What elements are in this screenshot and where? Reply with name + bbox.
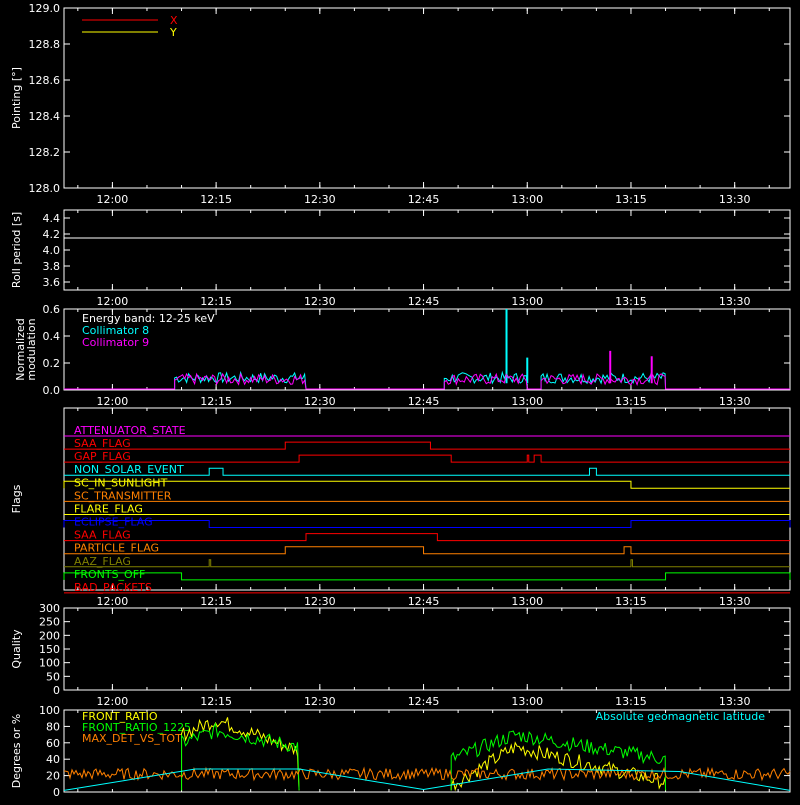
- roll-y-tick-label: 3.6: [42, 276, 60, 289]
- modulation-y-tick-label: 0.6: [42, 303, 60, 316]
- flag-label: SC_IN_SUNLIGHT: [74, 476, 168, 490]
- pointing-y-tick-label: 129.0: [28, 2, 60, 15]
- ratios-y-axis-label: Degrees or %: [10, 713, 23, 789]
- quality-x-tick-label: 13:15: [615, 695, 647, 708]
- flag-label: FLARE_FLAG: [74, 502, 143, 516]
- modulation-y-tick-label: 0.4: [42, 330, 60, 343]
- roll-y-tick-label: 4.0: [42, 244, 60, 257]
- quality-y-tick-label: 300: [39, 602, 60, 615]
- roll-y-tick-label: 4.2: [42, 228, 60, 241]
- flag-label: AAZ_FLAG: [74, 554, 131, 568]
- modulation-x-tick-label: 13:30: [718, 395, 751, 408]
- pointing-x-tick-label: 13:00: [511, 193, 544, 206]
- quality-x-tick-label: 12:00: [96, 695, 129, 708]
- modulation-x-tick-label: 13:15: [615, 395, 647, 408]
- flags-panel: [10, 408, 790, 608]
- modulation-y-tick-label: 0.2: [42, 357, 60, 370]
- modulation-x-tick-label: 12:00: [96, 395, 129, 408]
- roll-frame: [64, 210, 790, 290]
- modulation-y-axis-label: Normalized: [14, 318, 27, 381]
- flag-line: [64, 442, 790, 449]
- pointing-y-tick-label: 128.6: [28, 74, 60, 87]
- pointing-x-tick-label: 13:15: [615, 193, 647, 206]
- roll-y-tick-label: 4.4: [42, 212, 60, 225]
- quality-y-tick-label: 100: [39, 656, 60, 670]
- ratios-panel: [10, 704, 790, 799]
- collimator-legend-9: Collimator 9: [82, 336, 150, 349]
- modulation-y-axis-label: modulation: [25, 318, 38, 381]
- modulation-x-tick-label: 12:15: [200, 395, 232, 408]
- front-ratio-line: [451, 743, 665, 791]
- flag-line: [64, 521, 790, 528]
- collimator-series: [64, 373, 790, 389]
- modulation-panel: [14, 303, 790, 408]
- pointing-x-tick-label: 12:00: [96, 193, 129, 206]
- pointing-y-axis-label: Pointing [°]: [10, 67, 23, 129]
- modulation-x-tick-label: 13:00: [511, 395, 544, 408]
- flag-label: SAA_FLAG: [74, 528, 131, 542]
- flag-line: [64, 560, 790, 567]
- ratios-y-tick-label: 0: [53, 786, 60, 799]
- flags-x-tick-label: 12:30: [303, 595, 336, 608]
- quality-x-tick-label: 12:15: [200, 695, 232, 708]
- flag-line: [64, 534, 790, 541]
- flags-x-tick-label: 12:00: [96, 595, 129, 608]
- quality-y-tick-label: 0: [53, 684, 60, 697]
- flag-line: [64, 481, 790, 488]
- pointing-panel: [10, 2, 790, 206]
- roll-y-axis-label: Roll period [s]: [10, 211, 23, 289]
- quality-x-tick-label: 12:30: [303, 695, 336, 708]
- quality-x-tick-label: 12:45: [407, 695, 440, 708]
- flag-label: GAP_FLAG: [74, 450, 131, 464]
- flag-line: [64, 573, 790, 580]
- flag-label: BAD_PACKETS: [74, 580, 152, 594]
- quality-y-axis-label: Quality: [10, 629, 23, 669]
- pointing-y-tick-label: 128.8: [28, 38, 60, 51]
- roll-x-tick-label: 13:15: [615, 295, 647, 308]
- modulation-x-tick-label: 12:30: [303, 395, 336, 408]
- max-det-vs-tot-line: [64, 768, 790, 779]
- ratio-legend: FRONT_RATIO_1225: [82, 721, 192, 734]
- roll-y-tick-label: 3.8: [42, 260, 60, 273]
- quality-y-tick-label: 150: [39, 643, 60, 656]
- flags-x-tick-label: 12:15: [200, 595, 232, 608]
- pointing-x-tick-label: 12:30: [303, 193, 336, 206]
- quality-frame: [64, 608, 790, 690]
- ratio-legend: FRONT_RATIO: [82, 710, 158, 723]
- quality-y-tick-label: 250: [39, 615, 60, 629]
- legend-label-x: X: [170, 14, 178, 27]
- ratios-y-tick-label: 80: [46, 720, 60, 734]
- ratios-y-tick-label: 100: [39, 704, 60, 717]
- flag-label: FRONTS_OFF: [74, 567, 146, 581]
- flags-x-tick-label: 12:45: [407, 595, 440, 608]
- geomagnetic-latitude-legend: Absolute geomagnetic latitude: [595, 710, 765, 723]
- pointing-y-tick-label: 128.4: [28, 110, 60, 123]
- legend-label-y: Y: [170, 26, 177, 39]
- quality-x-tick-label: 13:00: [511, 695, 544, 708]
- pointing-x-tick-label: 12:45: [407, 193, 440, 206]
- ratios-y-tick-label: 20: [46, 769, 60, 783]
- modulation-x-tick-label: 12:45: [407, 395, 440, 408]
- flag-label: SC_TRANSMITTER: [74, 489, 172, 503]
- collimator-series: [64, 374, 790, 389]
- energy-band-annotation: Energy band: 12-25 keV: [82, 312, 215, 325]
- ratios-y-tick-label: 40: [46, 753, 60, 767]
- flag-label: NON_SOLAR_EVENT: [74, 463, 184, 477]
- flag-label: ATTENUATOR_STATE: [74, 424, 186, 437]
- pointing-y-tick-label: 128.0: [28, 182, 60, 195]
- flag-label: PARTICLE_FLAG: [74, 541, 160, 555]
- roll-x-tick-label: 12:45: [407, 295, 440, 308]
- roll-panel: [10, 210, 790, 308]
- front-ratio-line: [182, 717, 300, 790]
- pointing-x-tick-label: 12:15: [200, 193, 232, 206]
- pointing-y-tick-label: 128.2: [28, 146, 60, 159]
- flag-line: [64, 547, 790, 554]
- ratios-y-tick-label: 60: [46, 736, 60, 750]
- modulation-y-tick-label: 0.0: [42, 384, 60, 397]
- roll-x-tick-label: 12:30: [303, 295, 336, 308]
- pointing-x-tick-label: 13:30: [718, 193, 751, 206]
- roll-x-tick-label: 12:15: [200, 295, 232, 308]
- quality-y-tick-label: 200: [39, 629, 60, 643]
- flag-label: SAA_FLAG: [74, 437, 131, 451]
- quality-panel: [10, 602, 790, 708]
- flags-x-tick-label: 13:30: [718, 595, 751, 608]
- front-ratio-line: [182, 724, 300, 791]
- flags-y-axis-label: Flags: [10, 484, 23, 514]
- roll-x-tick-label: 13:00: [511, 295, 544, 308]
- roll-x-tick-label: 13:30: [718, 295, 751, 308]
- roll-x-tick-label: 12:00: [96, 295, 129, 308]
- collimator-legend-8: Collimator 8: [82, 324, 150, 337]
- flags-x-tick-label: 13:00: [511, 595, 544, 608]
- quality-x-tick-label: 13:30: [718, 695, 751, 708]
- flag-label: ECLIPSE_FLAG: [74, 515, 153, 529]
- flags-x-tick-label: 13:15: [615, 595, 647, 608]
- ratio-legend: MAX_DET_VS_TOT: [82, 732, 182, 745]
- quality-y-tick-label: 50: [46, 670, 60, 684]
- flag-line: [64, 455, 790, 462]
